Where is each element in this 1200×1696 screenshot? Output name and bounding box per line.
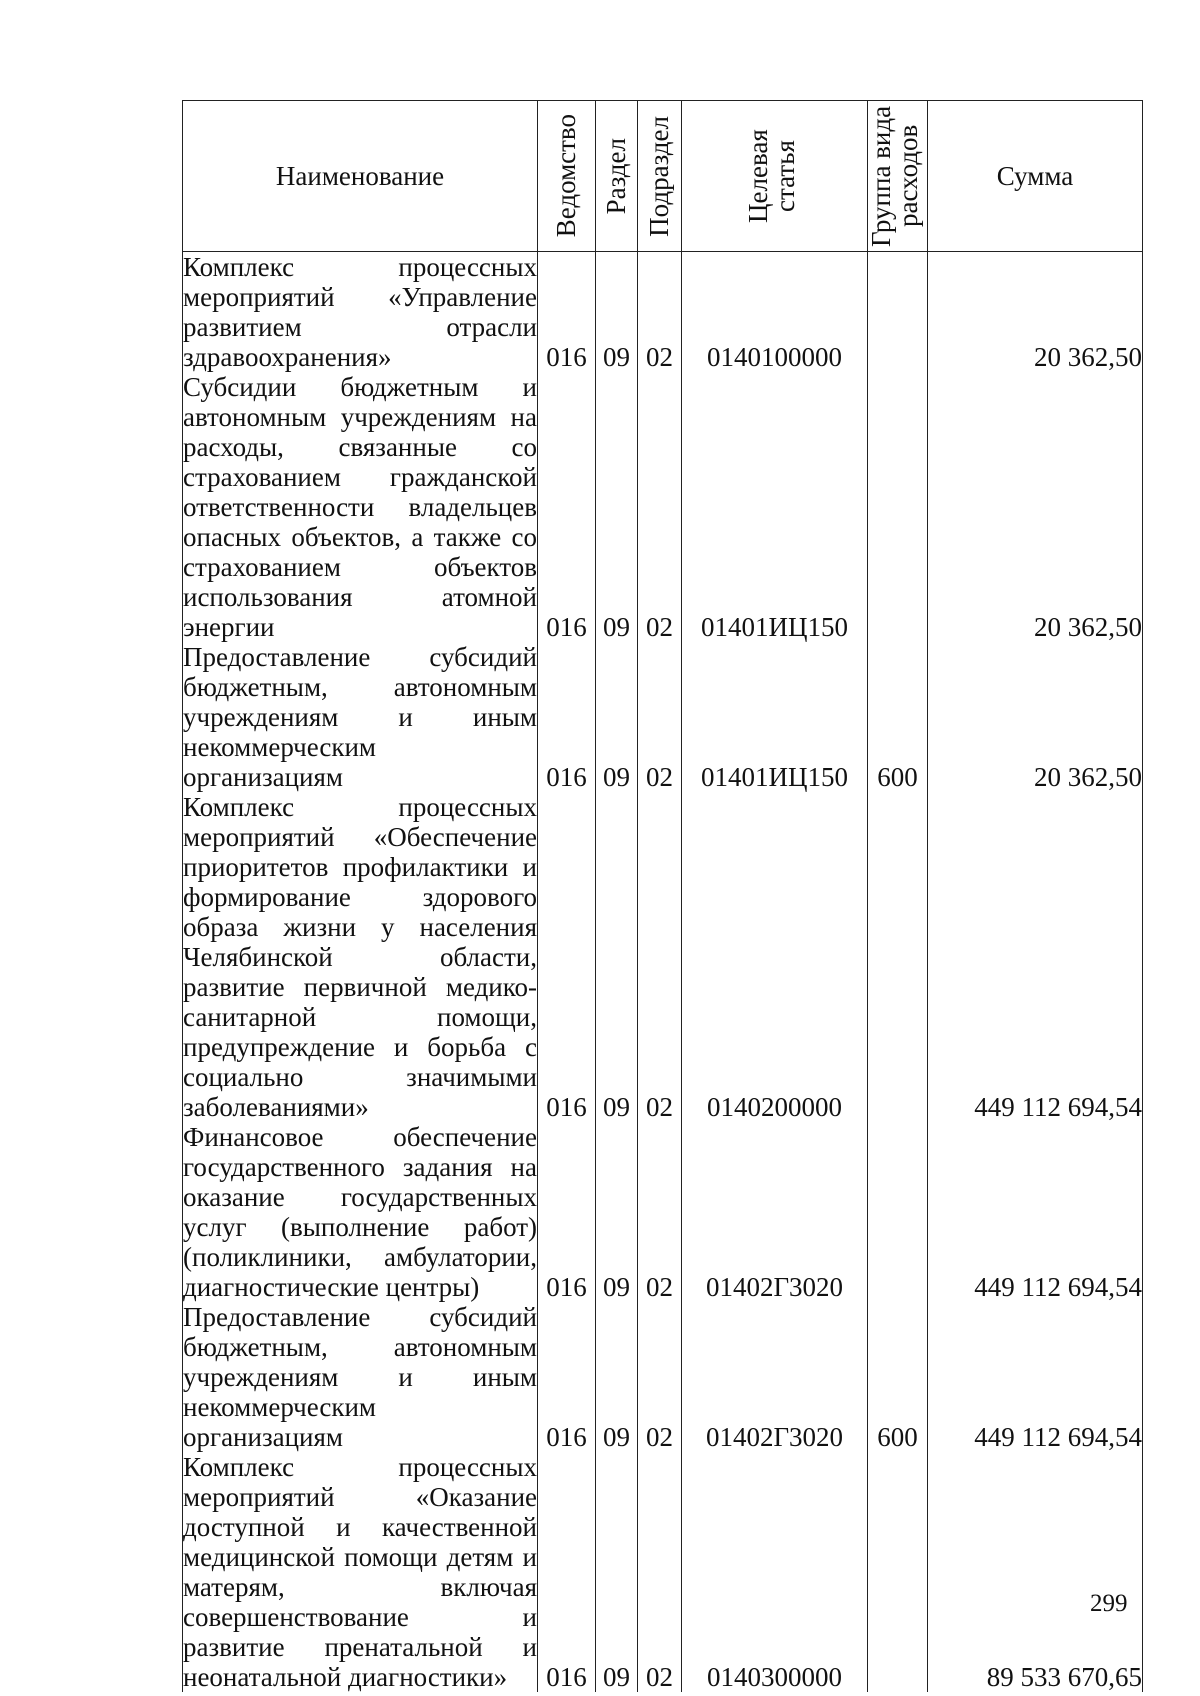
cell-summa: 20 362,50 — [928, 252, 1143, 373]
cell-razdel: 09 — [596, 1122, 638, 1302]
cell-name: Субсидии бюджетным и автономным учреждениям на расходы, связанные со страхованием гражданской ответственности владельцев опасных объектов, а также со страхованием объектов использования атомной энергии — [183, 372, 537, 642]
cell-celevaya-statya: 01401ИЦ150 — [682, 372, 868, 642]
cell-summa: 89 533 670,65 — [928, 1452, 1143, 1692]
cell-podrazdel: 02 — [638, 1122, 682, 1302]
cell-name: Комплекс процессных мероприятий «Оказание доступной и качественной медицинской помощи детям и матерям, включая совершенствование и развитие пренатальной и неонатальной диагностики» — [183, 1452, 537, 1692]
cell-celevaya-statya: 0140100000 — [682, 252, 868, 373]
cell-gruppa: 600 — [868, 642, 928, 792]
table-row — [183, 642, 1143, 792]
cell-razdel: 09 — [596, 1452, 638, 1692]
cell-name: Комплекс процессных мероприятий «Обеспечение приоритетов профилактики и формирование здорового образа жизни у населения Челябинской области, развитие первичной медико-санитарной помощи, предупреждение и борьба с социально значимыми заболеваниями» — [183, 792, 537, 1122]
cell-vedomstvo: 016 — [538, 792, 596, 1122]
cell-gruppa — [868, 792, 928, 1122]
table-row — [183, 372, 1143, 642]
cell-vedomstvo: 016 — [538, 252, 596, 373]
cell-name: Комплекс процессных мероприятий «Управление развитием отрасли здравоохранения» — [183, 252, 537, 372]
cell-name: Предоставление субсидий бюджетным, автономным учреждениям и иным некоммерческим организациям — [183, 1302, 537, 1452]
header-vedomstvo: Ведомство — [538, 101, 596, 252]
cell-summa: 449 112 694,54 — [928, 792, 1143, 1122]
header-celevaya-statya: Целевая статья — [682, 101, 868, 252]
cell-summa: 20 362,50 — [928, 642, 1143, 792]
cell-podrazdel: 02 — [638, 1302, 682, 1452]
cell-podrazdel: 02 — [638, 1452, 682, 1692]
cell-vedomstvo: 016 — [538, 1302, 596, 1452]
cell-summa: 449 112 694,54 — [928, 1122, 1143, 1302]
cell-gruppa — [868, 1122, 928, 1302]
cell-gruppa — [868, 252, 928, 373]
table-row — [183, 252, 1143, 373]
cell-razdel: 09 — [596, 1302, 638, 1452]
cell-celevaya-statya: 0140300000 — [682, 1452, 868, 1692]
cell-summa: 20 362,50 — [928, 372, 1143, 642]
cell-razdel: 09 — [596, 372, 638, 642]
table-row — [183, 1452, 1143, 1692]
cell-razdel: 09 — [596, 252, 638, 373]
header-name: Наименование — [183, 101, 538, 252]
budget-table — [182, 100, 1143, 1692]
cell-celevaya-statya: 0140200000 — [682, 792, 868, 1122]
cell-vedomstvo: 016 — [538, 1452, 596, 1692]
cell-vedomstvo: 016 — [538, 642, 596, 792]
page-number: 299 — [1090, 1590, 1128, 1617]
header-gruppa-vida-raskhodov: Группа вида расходов — [868, 101, 928, 252]
header-razdel: Раздел — [596, 101, 638, 252]
cell-name: Финансовое обеспечение государственного задания на оказание государственных услуг (выполнение работ) (поликлиники, амбулатории, диагностические центры) — [183, 1122, 537, 1302]
cell-podrazdel: 02 — [638, 642, 682, 792]
cell-name: Предоставление субсидий бюджетным, автономным учреждениям и иным некоммерческим организациям — [183, 642, 537, 792]
header-podrazdel: Подраздел — [638, 101, 682, 252]
header-summa: Сумма — [928, 101, 1143, 252]
table-row — [183, 792, 1143, 1122]
cell-summa: 449 112 694,54 — [928, 1302, 1143, 1452]
table-row — [183, 1122, 1143, 1302]
cell-celevaya-statya: 01401ИЦ150 — [682, 642, 868, 792]
cell-gruppa: 600 — [868, 1302, 928, 1452]
cell-vedomstvo: 016 — [538, 1122, 596, 1302]
cell-podrazdel: 02 — [638, 792, 682, 1122]
cell-celevaya-statya: 01402Г3020 — [682, 1302, 868, 1452]
cell-gruppa — [868, 372, 928, 642]
table-row — [183, 1302, 1143, 1452]
cell-podrazdel: 02 — [638, 252, 682, 373]
table-header-row — [183, 101, 1143, 252]
cell-razdel: 09 — [596, 792, 638, 1122]
cell-gruppa — [868, 1452, 928, 1692]
cell-vedomstvo: 016 — [538, 372, 596, 642]
cell-razdel: 09 — [596, 642, 638, 792]
cell-celevaya-statya: 01402Г3020 — [682, 1122, 868, 1302]
cell-podrazdel: 02 — [638, 372, 682, 642]
